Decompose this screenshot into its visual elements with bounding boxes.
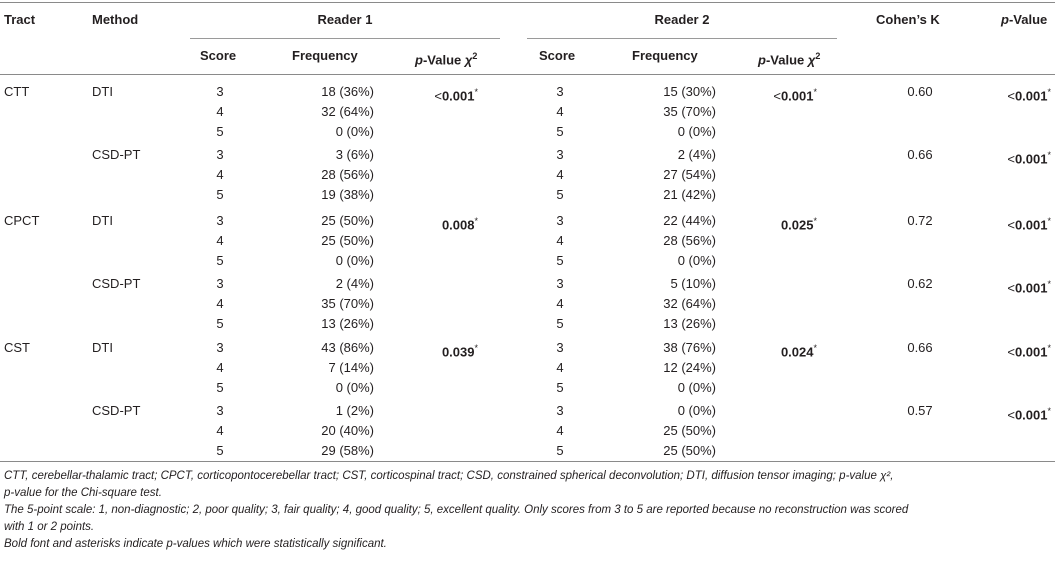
reader1-pvalue-chi: 0.039*: [441, 343, 478, 360]
reader2-underline: [527, 38, 837, 39]
reader1-frequency: 20 (40%): [321, 423, 374, 438]
reader2-frequency: 22 (44%): [663, 213, 716, 228]
reader2-frequency: 27 (54%): [663, 167, 716, 182]
reader1-score: 3: [216, 213, 224, 228]
reader1-score: 4: [216, 423, 224, 438]
cohens-k-value: 0.62: [907, 276, 933, 291]
reader2-score: 3: [556, 147, 564, 162]
reader2-score: 4: [556, 423, 564, 438]
footnote-bold-line: Bold font and asterisks indicate p-values which were statistically significant.: [4, 538, 387, 550]
footnote-scale-line1: The 5-point scale: 1, non-diagnostic; 2, poor quality; 3, fair quality; 4, good quality; 5, excellent quality. Only scores from 3 to 5 are reported because no reconstruction was scored: [4, 504, 909, 516]
header-reader1: Reader 1: [317, 12, 373, 27]
reader1-frequency: 0 (0%): [335, 380, 374, 395]
reader1-frequency: 0 (0%): [335, 124, 374, 139]
reader2-frequency: 38 (76%): [663, 340, 716, 355]
reader1-score: 3: [216, 147, 224, 162]
method-label: CSD-PT: [92, 147, 141, 162]
footnote-abbreviations-line2: p-value for the Chi-square test.: [4, 487, 162, 499]
reader1-frequency: 43 (86%): [321, 340, 374, 355]
header-tract: Tract: [4, 12, 36, 27]
reader2-score: 5: [556, 316, 564, 331]
reader1-frequency: 13 (26%): [321, 316, 374, 331]
reader2-frequency: 12 (24%): [663, 360, 716, 375]
reader2-score: 4: [556, 104, 564, 119]
p-value: <0.001*: [1007, 279, 1051, 296]
reader2-score: 3: [556, 213, 564, 228]
top-rule: [0, 2, 1055, 3]
reader2-frequency: 0 (0%): [677, 380, 716, 395]
reader2-frequency: 0 (0%): [677, 253, 716, 268]
reader1-score: 5: [216, 443, 224, 458]
reader1-frequency: 28 (56%): [321, 167, 374, 182]
reader1-frequency: 1 (2%): [335, 403, 374, 418]
cohens-k-value: 0.60: [907, 84, 933, 99]
cohens-k-value: 0.66: [907, 147, 933, 162]
reader1-frequency: 25 (50%): [321, 233, 374, 248]
reader1-score: 3: [216, 403, 224, 418]
reader1-score: 4: [216, 233, 224, 248]
reader1-score: 5: [216, 124, 224, 139]
reader1-score: 5: [216, 253, 224, 268]
reader1-frequency: 29 (58%): [321, 443, 374, 458]
reader2-score: 4: [556, 167, 564, 182]
header-r1-score: Score: [200, 48, 237, 63]
reader2-frequency: 0 (0%): [677, 124, 716, 139]
reader2-frequency: 15 (30%): [663, 84, 716, 99]
reader1-score: 3: [216, 340, 224, 355]
reader1-score: 5: [216, 187, 224, 202]
header-method: Method: [92, 12, 139, 27]
reader2-pvalue-chi: 0.025*: [780, 216, 817, 233]
header-r2-pvalue-chi: p-Value $\chi^2$: [758, 51, 821, 68]
reader1-score: 3: [216, 84, 224, 99]
reader1-score: 5: [216, 380, 224, 395]
tract-label: CPCT: [4, 213, 40, 228]
header-cohens-k: Cohen’s K: [876, 12, 940, 27]
p-value: <0.001*: [1007, 150, 1051, 167]
reader2-score: 3: [556, 84, 564, 99]
reader2-frequency: 0 (0%): [677, 403, 716, 418]
reader2-score: 5: [556, 124, 564, 139]
reader1-score: 4: [216, 360, 224, 375]
footnote-scale-line2: with 1 or 2 points.: [4, 521, 95, 533]
cohens-k-value: 0.72: [907, 213, 933, 228]
reader1-frequency: 32 (64%): [321, 104, 374, 119]
reader2-frequency: 21 (42%): [663, 187, 716, 202]
reader1-frequency: 19 (38%): [321, 187, 374, 202]
method-label: CSD-PT: [92, 403, 141, 418]
reader2-score: 3: [556, 340, 564, 355]
reader1-pvalue-chi: <0.001*: [434, 87, 478, 104]
reader2-score: 4: [556, 296, 564, 311]
reader2-pvalue-chi: <0.001*: [773, 87, 817, 104]
reader2-pvalue-chi: 0.024*: [780, 343, 817, 360]
method-label: CSD-PT: [92, 276, 141, 291]
reader2-frequency: 25 (50%): [663, 443, 716, 458]
header-reader2: Reader 2: [654, 12, 710, 27]
table-footnotes: [4, 468, 1049, 553]
tract-label: CST: [4, 340, 30, 355]
reader1-frequency: 25 (50%): [321, 213, 374, 228]
reader2-score: 5: [556, 253, 564, 268]
header-r2-score: Score: [539, 48, 576, 63]
reader1-score: 5: [216, 316, 224, 331]
reader1-underline: [190, 38, 500, 39]
reader2-frequency: 32 (64%): [663, 296, 716, 311]
reader1-score: 4: [216, 104, 224, 119]
reader1-frequency: 35 (70%): [321, 296, 374, 311]
reader1-frequency: 0 (0%): [335, 253, 374, 268]
p-value: <0.001*: [1007, 406, 1051, 423]
header-r1-frequency: Frequency: [292, 48, 358, 63]
footnote-abbreviations-line1: CTT, cerebellar-thalamic tract; CPCT, corticopontocerebellar tract; CST, corticospinal tract; CSD, constrained spherical deconvolution; DTI, diffusion tensor imaging; p-value χ²,: [4, 470, 894, 482]
reader1-score: 4: [216, 296, 224, 311]
cohens-k-value: 0.57: [907, 403, 933, 418]
reader2-score: 5: [556, 187, 564, 202]
reader1-pvalue-chi: 0.008*: [441, 216, 478, 233]
reader2-score: 3: [556, 276, 564, 291]
reader2-score: 4: [556, 233, 564, 248]
header-r2-frequency: Frequency: [632, 48, 698, 63]
reader2-score: 5: [556, 443, 564, 458]
reader2-frequency: 2 (4%): [677, 147, 716, 162]
reader2-frequency: 28 (56%): [663, 233, 716, 248]
reader1-score: 3: [216, 276, 224, 291]
reader2-frequency: 13 (26%): [663, 316, 716, 331]
header-rule: [0, 74, 1055, 75]
p-value: <0.001*: [1007, 216, 1051, 233]
method-label: DTI: [92, 84, 113, 99]
reader1-frequency: 2 (4%): [335, 276, 374, 291]
method-label: DTI: [92, 340, 113, 355]
p-value: <0.001*: [1007, 343, 1051, 360]
header-p-value: p-Value: [1001, 12, 1048, 27]
bottom-rule: [0, 461, 1055, 462]
reader1-score: 4: [216, 167, 224, 182]
reader1-frequency: 3 (6%): [335, 147, 374, 162]
cohens-k-value: 0.66: [907, 340, 933, 355]
reader2-frequency: 35 (70%): [663, 104, 716, 119]
reader2-score: 4: [556, 360, 564, 375]
reader1-frequency: 7 (14%): [328, 360, 374, 375]
p-value: <0.001*: [1007, 87, 1051, 104]
reader2-score: 3: [556, 403, 564, 418]
header-r1-pvalue-chi: p-Value $\chi^2$: [415, 51, 478, 68]
tract-label: CTT: [4, 84, 30, 99]
reader2-frequency: 5 (10%): [670, 276, 716, 291]
method-label: DTI: [92, 213, 113, 228]
reader1-frequency: 18 (36%): [321, 84, 374, 99]
reader2-score: 5: [556, 380, 564, 395]
reader2-frequency: 25 (50%): [663, 423, 716, 438]
